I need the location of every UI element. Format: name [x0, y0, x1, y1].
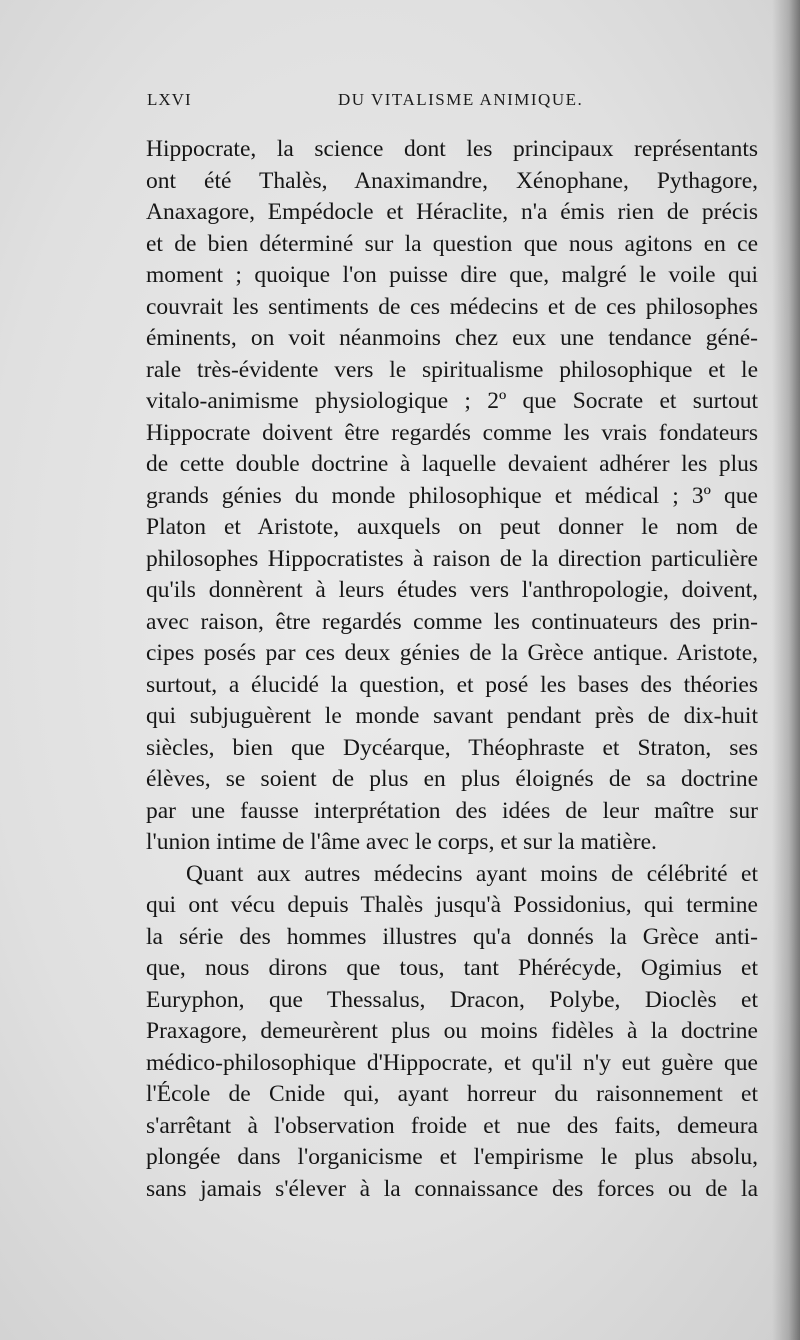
text-line: moment ; quoique l'on puisse dire que, malgré le voile qui	[146, 262, 758, 288]
text-line: éminents, on voit néanmoins chez eux une tendance géné-	[146, 325, 758, 351]
text-line: l'union intime de l'âme avec le corps, et sur la matière.	[146, 829, 657, 855]
text-line: Anaxagore, Empédocle et Héraclite, n'a émis rien de précis	[146, 199, 758, 225]
text-line: avec raison, être regardés comme les continuateurs des prin-	[146, 608, 758, 635]
text-line: médico-philosophique d'Hippocrate, et qu'il n'y eut guère que	[146, 1049, 758, 1076]
text-line: couvrait les sentiments de ces médecins et de ces philosophes	[146, 293, 758, 320]
running-title: DU VITALISME ANIMIQUE.	[338, 90, 584, 109]
text-line: sans jamais s'élever à la connaissance des forces ou de la	[146, 1175, 758, 1202]
text-line: l'École de Cnide qui, ayant horreur du raisonnement et	[146, 1081, 758, 1107]
text-line: ont été Thalès, Anaximandre, Xénophane, Pythagore,	[146, 167, 758, 194]
text-line: Praxagore, demeurèrent plus ou moins fidèles à la doctrine	[146, 1018, 758, 1044]
text-line: rale très-évidente vers le spiritualisme philosophique et le	[146, 356, 758, 383]
text-line: qu'ils donnèrent à leurs études vers l'anthropologie, doivent,	[146, 577, 758, 603]
text-line: Hippocrate, la science dont les principaux représentants	[146, 136, 758, 162]
text-line: qui subjuguèrent le monde savant pendant près de dix-huit	[146, 703, 758, 729]
text-line: par une fausse interprétation des idées de leur maître sur	[146, 797, 758, 824]
text-line: s'arrêtant à l'observation froide et nue des faits, demeura	[146, 1112, 758, 1139]
body-text	[146, 134, 758, 1205]
text-line: et de bien déterminé sur la question que nous agitons en ce	[146, 230, 758, 257]
text-line: que, nous dirons que tous, tant Phérécyde, Ogimius et	[146, 955, 758, 981]
text-line: qui ont vécu depuis Thalès jusqu'à Possidonius, qui termine	[146, 892, 758, 918]
text-line: de cette double doctrine à laquelle devaient adhérer les plus	[146, 451, 758, 477]
text-line: Platon et Aristote, auxquels on peut donner le nom de	[146, 514, 758, 540]
text-line: philosophes Hippocratistes à raison de la direction particulière	[146, 545, 758, 572]
text-line: Euryphon, que Thessalus, Dracon, Polybe, Dioclès et	[146, 986, 758, 1013]
text-line: Hippocrate doivent être regardés comme les vrais fondateurs	[146, 419, 758, 446]
text-line: plongée dans l'organicisme et l'empirisme le plus absolu,	[146, 1144, 758, 1170]
text-line: grands génies du monde philosophique et médical ; 3º que	[146, 482, 758, 509]
page-number: LXVI	[147, 90, 192, 109]
page-edge-shadow	[772, 0, 800, 1340]
running-header	[147, 86, 607, 116]
text-line: surtout, a élucidé la question, et posé les bases des théories	[146, 671, 758, 698]
text-line: la série des hommes illustres qu'a donnés la Grèce anti-	[146, 923, 758, 950]
text-line: cipes posés par ces deux génies de la Grèce antique. Aristote,	[146, 640, 758, 666]
text-line: élèves, se soient de plus en plus éloignés de sa doctrine	[146, 766, 758, 792]
text-line: vitalo-animisme physiologique ; 2º que Socrate et surtout	[146, 388, 758, 414]
paragraph-first-line: Quant aux autres médecins ayant moins de célébrité et	[186, 860, 758, 887]
text-line: siècles, bien que Dycéarque, Théophraste et Straton, ses	[146, 734, 758, 761]
